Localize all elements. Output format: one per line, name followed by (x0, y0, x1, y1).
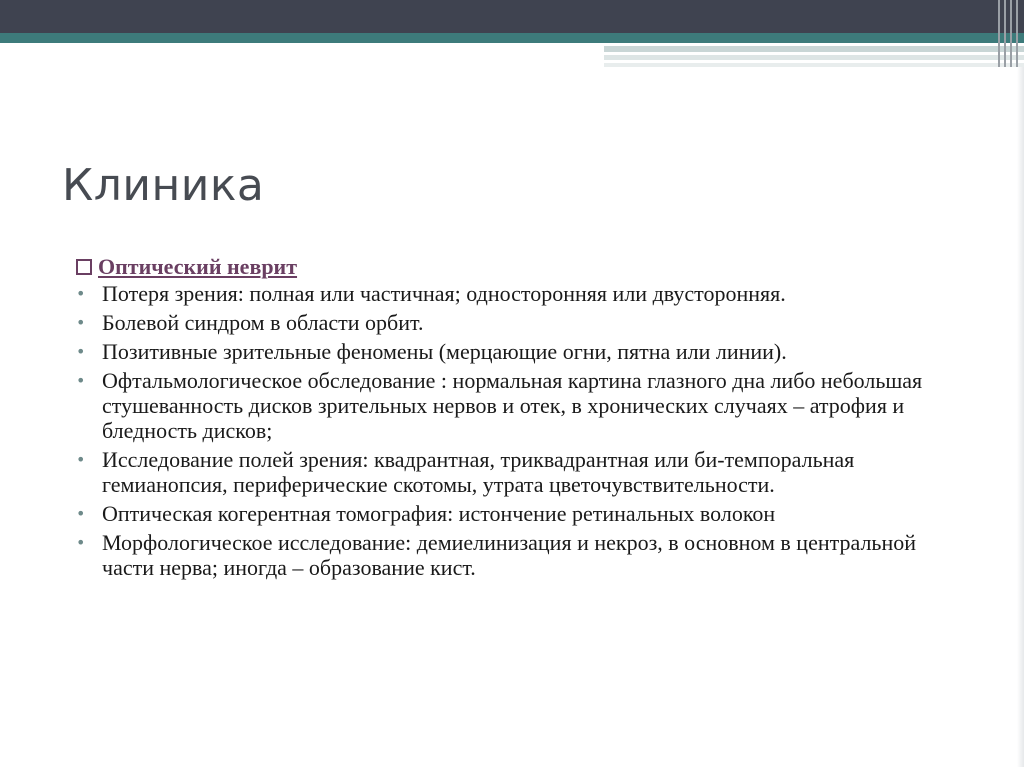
list-item-text: Потеря зрения: полная или частичная; односторонняя или двусторонняя. (102, 281, 786, 306)
bullet-icon: • (76, 450, 86, 469)
list-item (76, 310, 956, 335)
list-item (76, 530, 956, 580)
list-item-text: Болевой синдром в области орбит. (102, 310, 424, 335)
header-stripe (604, 46, 1024, 52)
bullet-icon: • (76, 371, 86, 390)
subheading (76, 254, 956, 279)
bullet-icon: • (76, 504, 86, 523)
slide-title: Клиника (62, 160, 265, 211)
bullet-list (76, 281, 956, 580)
list-item-text: Позитивные зрительные феномены (мерцающие огни, пятна или линии). (102, 339, 787, 364)
list-item (76, 501, 956, 526)
header-right-lines (994, 0, 1024, 67)
header-stripe (604, 63, 1024, 67)
bullet-icon: • (76, 284, 86, 303)
list-item (76, 281, 956, 306)
checkbox-icon (76, 259, 92, 275)
bullet-icon: • (76, 342, 86, 361)
bullet-icon: • (76, 533, 86, 552)
slide-content (76, 254, 956, 584)
subheading-text: Оптический неврит (98, 254, 298, 279)
header-band-teal (0, 33, 1024, 43)
list-item (76, 339, 956, 364)
list-item (76, 447, 956, 497)
list-item-text: Морфологическое исследование: демиелинизация и некроз, в основном в центральной части нерва; иногда – образование кист. (102, 530, 916, 580)
page-edge-shadow (1017, 67, 1024, 767)
list-item (76, 368, 956, 443)
header-stripe (604, 55, 1024, 60)
bullet-icon: • (76, 313, 86, 332)
list-item-text: Оптическая когерентная томография: истончение ретинальных волокон (102, 501, 776, 526)
header-band-dark (0, 0, 1024, 33)
list-item-text: Офтальмологическое обследование : нормальная картина глазного дна либо небольшая стушеванность дисков зрительных нервов и отек, в хронических случаях – атрофия и бледность дисков; (102, 368, 923, 443)
list-item-text: Исследование полей зрения: квадрантная, триквадрантная или би-темпоральная гемианопсия, периферические скотомы, утрата цветочувствительности. (102, 447, 855, 497)
